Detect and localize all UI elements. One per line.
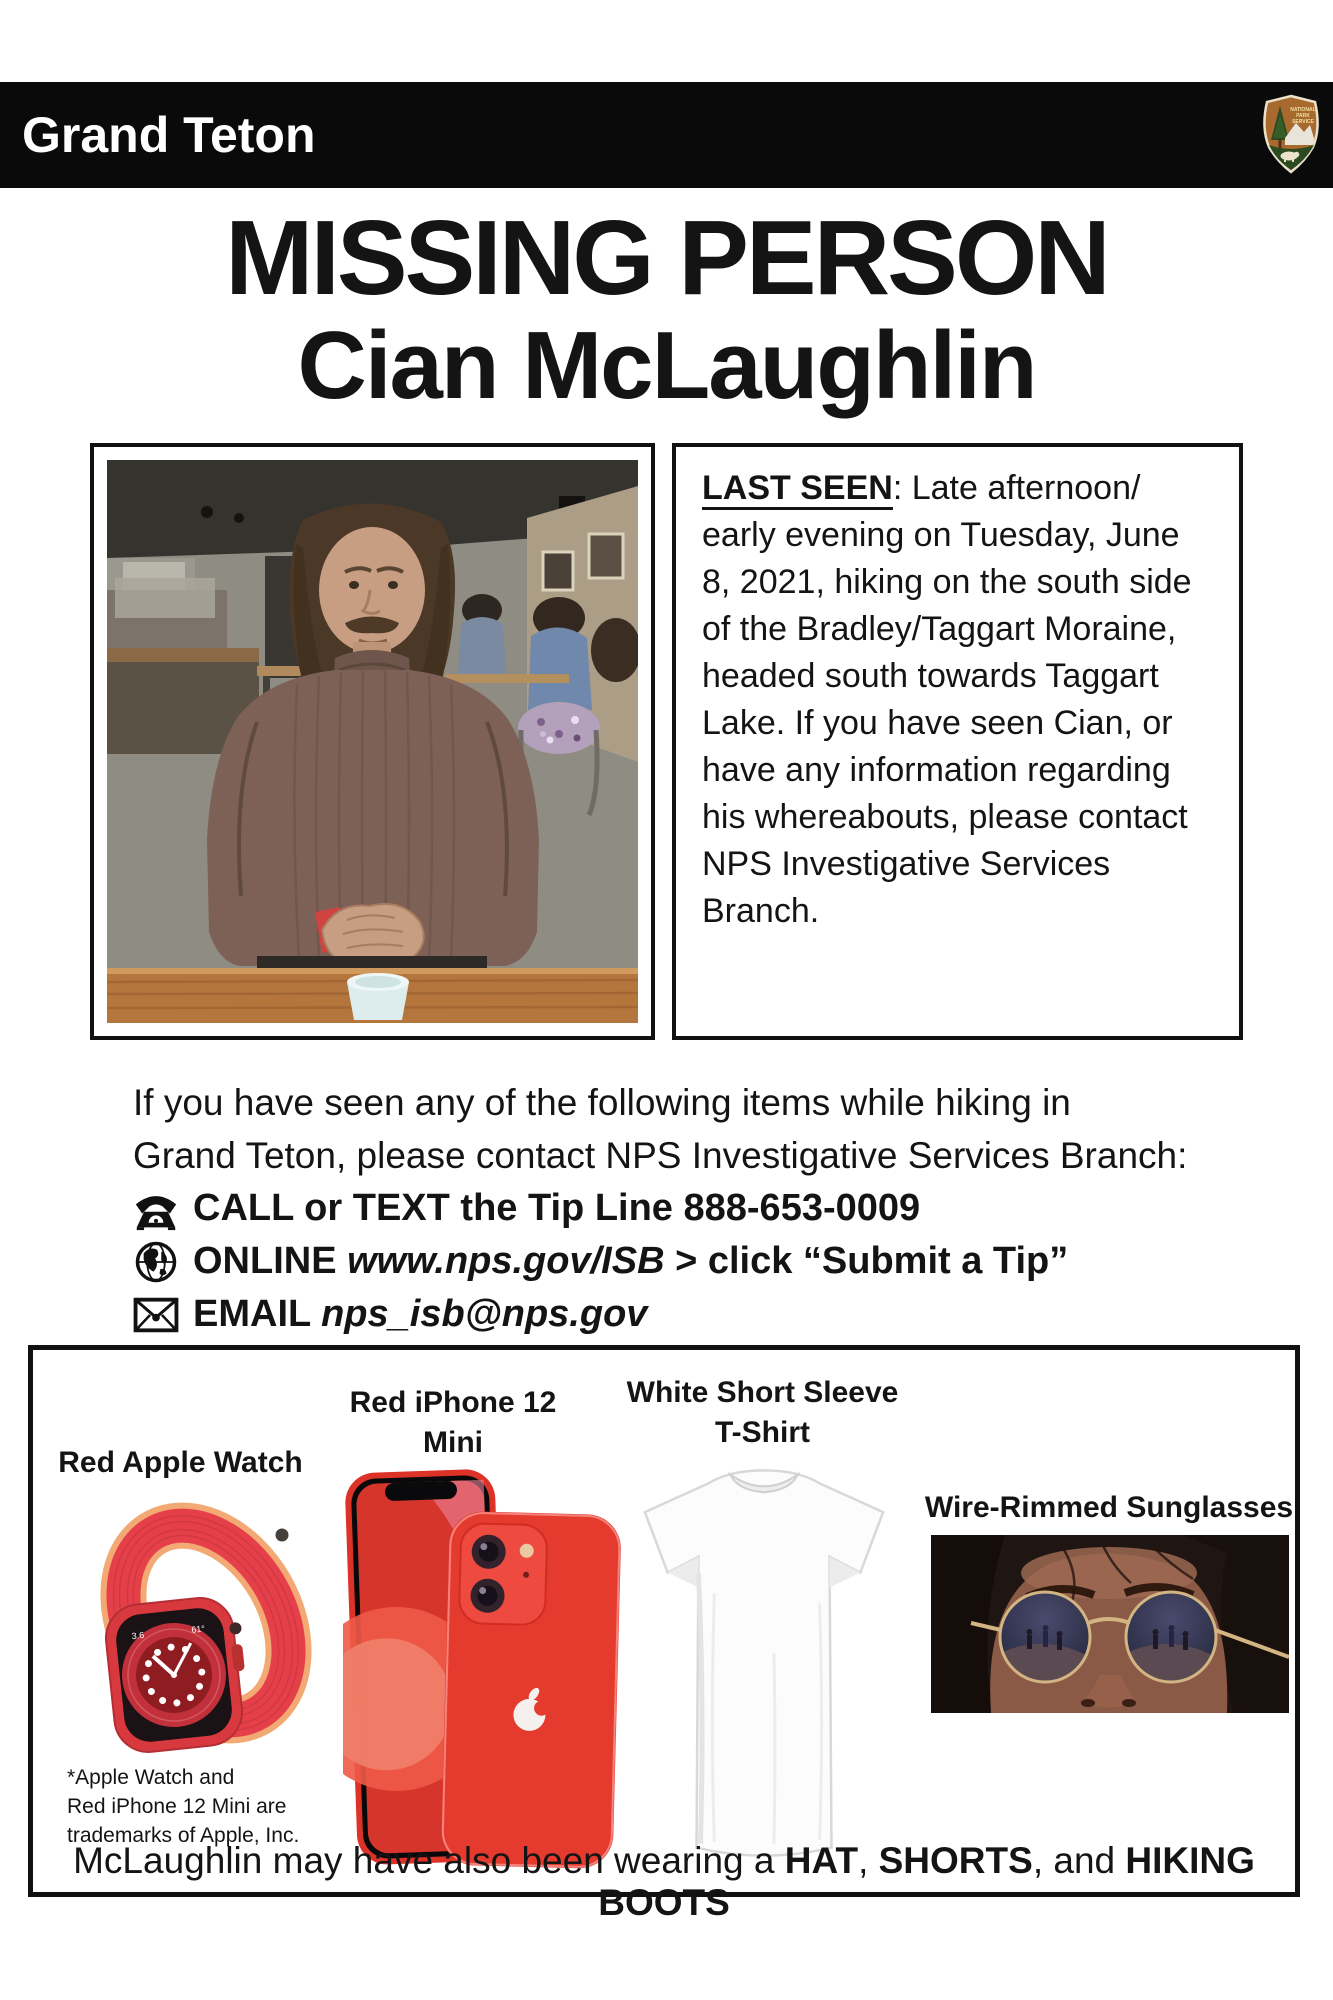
red-iphone-12-mini-image [343, 1463, 623, 1875]
iphone-label-line2: Mini [423, 1426, 483, 1459]
wire-rimmed-sunglasses-image [931, 1535, 1289, 1713]
clothing-item-shorts: SHORTS [878, 1840, 1033, 1881]
tip-online-row [133, 1235, 1273, 1288]
iphone-label-line1: Red iPhone 12 [349, 1386, 557, 1419]
photo-frame [90, 443, 655, 1040]
apple-trademark-note [67, 1763, 299, 1850]
poster-title: MISSING PERSON [225, 199, 1108, 317]
logo-text-national: NATIONAL [1290, 107, 1316, 113]
email-line [193, 1293, 647, 1336]
trademark-line-1: *Apple Watch and [67, 1766, 235, 1789]
online-url: www.nps.gov/ISB [347, 1240, 665, 1282]
trademark-line-2: Red iPhone 12 Mini are [67, 1795, 287, 1818]
white-tshirt-image [625, 1453, 903, 1881]
online-label: ONLINE [193, 1240, 337, 1282]
clothing-note-sep1: , [858, 1840, 879, 1881]
online-line [193, 1240, 1068, 1283]
tip-email-row [133, 1288, 1273, 1341]
item-label-sunglasses: Wire-Rimmed Sunglasses [924, 1491, 1294, 1524]
clothing-item-hat: HAT [784, 1840, 859, 1881]
missing-person-photo [107, 460, 638, 1023]
tshirt-label-line1: White Short Sleeve [626, 1376, 899, 1409]
item-label-red-iphone [333, 1383, 573, 1463]
tip-line-phone-row [133, 1182, 1273, 1235]
missing-person-name: Cian McLaughlin [297, 312, 1036, 419]
envelope-icon [133, 1293, 179, 1337]
last-seen-text: : Late afternoon/ early evening on Tuesday, June 8, 2021, hiking on the south side of the Bradley/Taggart Moraine, headed south towards Taggart Lake. If you have seen Cian, or have any information regarding his whereabouts, please contact NPS Investigative Services Branch. [702, 469, 1192, 930]
clothing-item-hiking-boots: HIKING BOOTS [598, 1840, 1255, 1923]
contact-intro-line1: If you have seen any of the following items while hiking in [133, 1082, 1071, 1123]
email-address: nps_isb@nps.gov [321, 1293, 648, 1335]
watch-complication-right: 61° [190, 1623, 206, 1635]
clothing-note-sep2: , and [1032, 1840, 1126, 1881]
phone-number: 888-653-0009 [683, 1187, 921, 1229]
phone-label: CALL or TEXT the Tip Line [193, 1187, 673, 1229]
red-apple-watch-image [58, 1483, 313, 1773]
clothing-note-prefix: McLaughlin may have also been wearing a [73, 1840, 785, 1881]
online-suffix: > click “Submit a Tip” [675, 1240, 1069, 1282]
item-label-red-apple-watch: Red Apple Watch [58, 1446, 303, 1479]
last-seen-box [672, 443, 1243, 1040]
trademark-line-3: trademarks of Apple, Inc. [67, 1824, 300, 1847]
phone-icon [133, 1187, 179, 1231]
last-seen-label: LAST SEEN [702, 469, 893, 510]
item-label-tshirt [615, 1373, 910, 1453]
header-bar [0, 82, 1333, 188]
email-label: EMAIL [193, 1293, 311, 1335]
logo-text-park: PARK [1296, 113, 1310, 119]
globe-icon [133, 1240, 179, 1284]
logo-text-service: SERVICE [1292, 119, 1314, 125]
nps-arrowhead-logo [1258, 92, 1324, 176]
contact-section [133, 1076, 1273, 1341]
phone-line [193, 1187, 920, 1230]
contact-intro-line2: Grand Teton, please contact NPS Investigative Services Branch: [133, 1135, 1188, 1176]
park-name: Grand Teton [22, 107, 316, 163]
watch-complication-left: 3.6 [131, 1629, 145, 1642]
additional-clothing-note [33, 1840, 1295, 1924]
tshirt-label-line2: T-Shirt [715, 1416, 810, 1449]
items-box [28, 1345, 1300, 1923]
